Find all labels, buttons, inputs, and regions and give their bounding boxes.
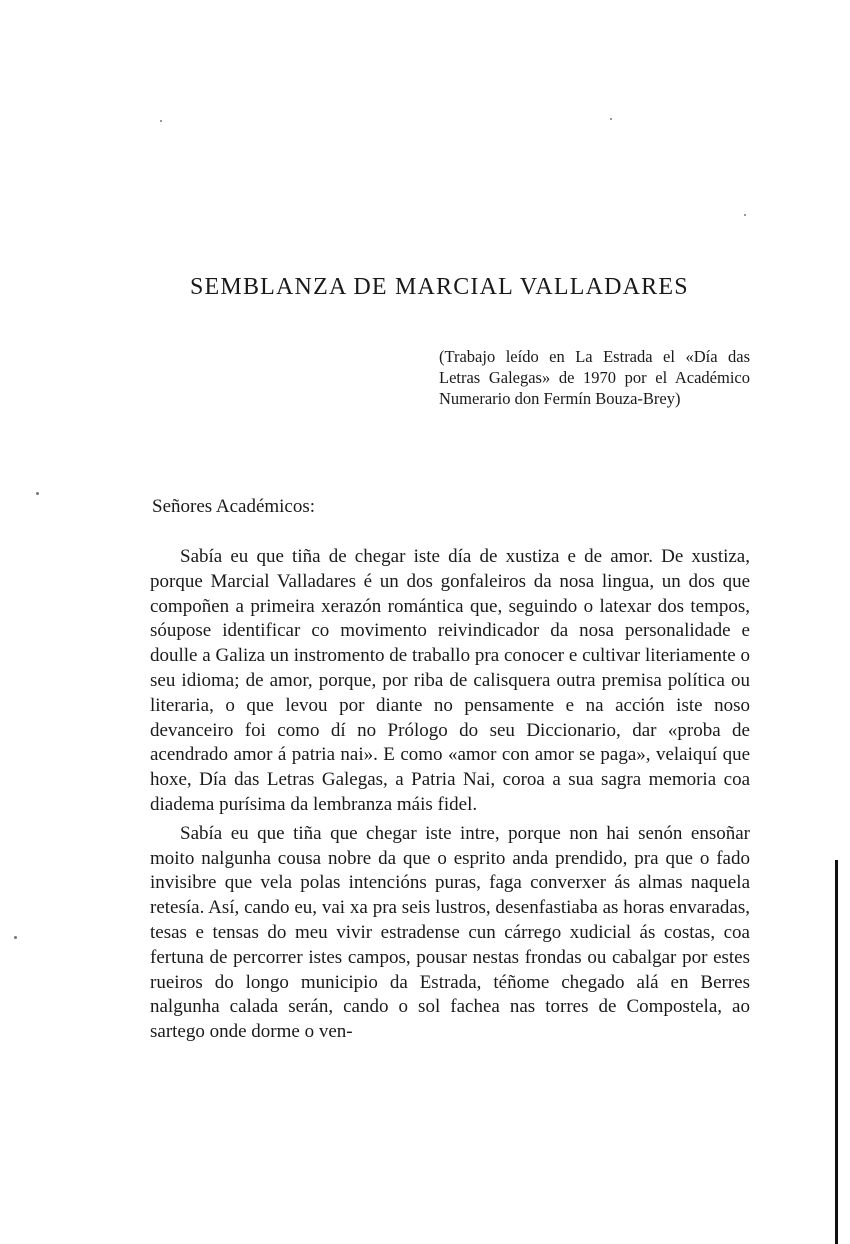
scan-speck — [744, 214, 746, 216]
scan-speck — [610, 118, 612, 120]
scan-speck — [36, 492, 39, 495]
paragraph-2: Sabía eu que tiña que chegar iste intre, porque non hai senón ensoñar moito nalgunha cousa nobre da que o esprito anda prendido, pra que o fado invisibre que vela polas intencións puras, faga converxer ás almas naquela retesía. Así, cando eu, vai xa pra seis lustros, desenfastiaba as horas envaradas, tesas e tensas do meu vivir estradense cun cárrego xudicial ás costas, coa fertuna de percorrer istes campos, pousar nestas frondas ou cabalgar por estes rueiros do longo municipio da Estrada, téñome chegado alá en Berres nalgunha calada serán, cando o sol fachea nas torres de Compostela, ao sartego onde dorme o ven- — [150, 822, 750, 1043]
document-title: SEMBLANZA DE MARCIAL VALLADARES — [190, 274, 689, 300]
scan-speck — [14, 936, 17, 939]
body-text — [150, 545, 750, 1045]
salutation: Señores Académicos: — [152, 496, 316, 517]
scan-edge-line — [835, 860, 838, 1244]
scan-speck — [160, 120, 162, 122]
document-subtitle: (Trabajo leído en La Estrada el «Día das Letras Galegas» de 1970 por el Académico Numerario don Fermín Bouza-Brey) — [439, 347, 750, 408]
paragraph-1: Sabía eu que tiña de chegar iste día de xustiza e de amor. De xustiza, porque Marcial Valladares é un dos gonfaleiros da nosa lingua, un dos que compoñen a primeira xerazón romántica que, seguindo o latexar dos tempos, sóupose identificar co movimento reivindicador da nosa personalidade e doulle a Galiza un instromento de traballo pra conocer e cultivar literiamente o seu idioma; de amor, porque, por riba de calisquera outra premisa política ou literaria, o que levou por diante no pensamente e na acción iste noso devanceiro foi como dí no Prólogo do seu Diccionario, dar «proba de acendrado amor á patria nai». E como «amor con amor se paga», velaiquí que hoxe, Día das Letras Galegas, a Patria Nai, coroa a sua sagra memoria coa diadema purísima da lembranza máis fidel. — [150, 546, 750, 815]
